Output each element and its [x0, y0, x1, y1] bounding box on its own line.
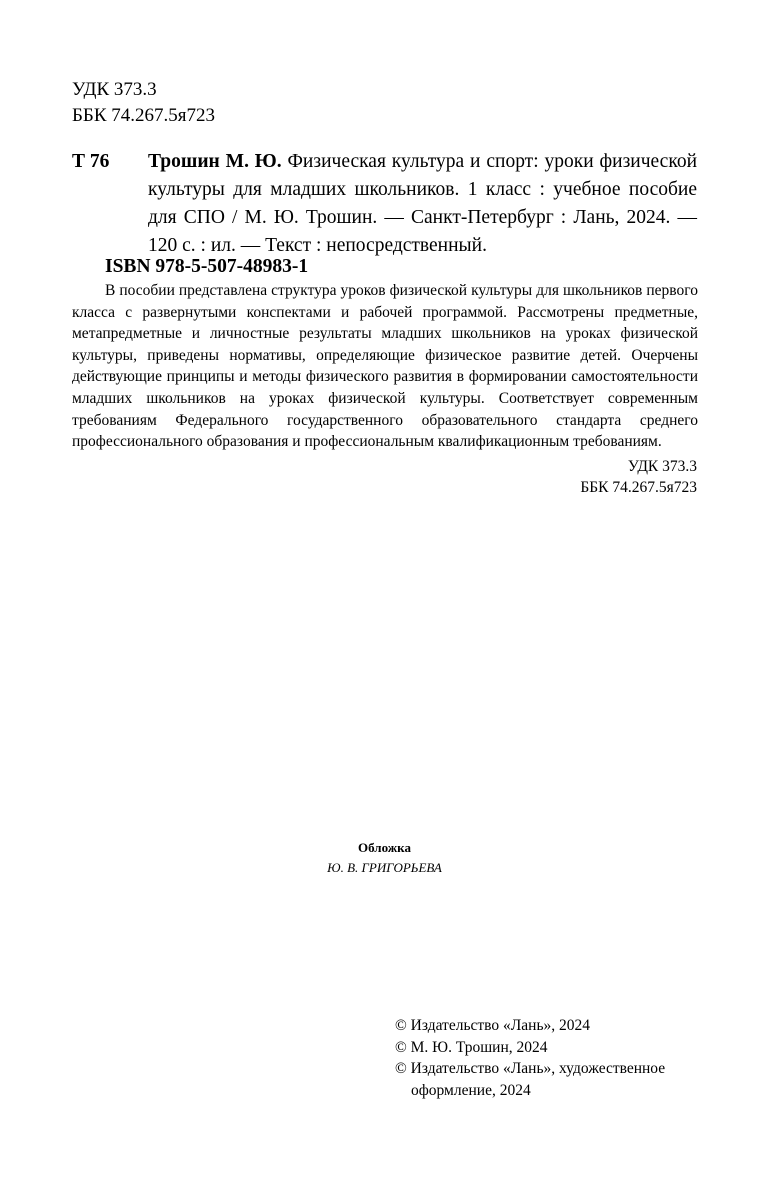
bibliographic-entry [148, 148, 697, 260]
copyright-notices [395, 1015, 705, 1101]
isbn: ISBN 978-5-507-48983-1 [105, 256, 309, 277]
bbk-code: ББК 74.267.5я723 [72, 105, 215, 126]
cover-label: Обложка [358, 840, 411, 855]
bibliographic-description: Физическая культура и спорт: уроки физической культуры для младших школьников. 1 класс : учебное пособие для СПО / М. Ю. Трошин. — Санкт-Петербург : Лань, 2024. — 120 с. : ил. — Текст : непосредственный. [148, 151, 698, 256]
author-name: Трошин М. Ю. [148, 151, 282, 172]
cover-credit [0, 838, 769, 878]
copyright-line: © Издательство «Лань», 2024 [395, 1017, 591, 1034]
bibliographic-record [72, 148, 697, 260]
bbk-code-bottom: ББК 74.267.5я723 [580, 479, 697, 496]
copyright-line: © Издательство «Лань», художественное оформление, 2024 [395, 1060, 666, 1099]
classification-footer [580, 456, 697, 498]
copyright-line: © М. Ю. Трошин, 2024 [395, 1038, 548, 1056]
cover-designer: Ю. В. ГРИГОРЬЕВА [327, 860, 442, 875]
classification-header [72, 77, 215, 129]
udk-code-bottom: УДК 373.3 [627, 458, 697, 475]
udk-code: УДК 373.3 [72, 79, 157, 100]
annotation: В пособии представлена структура уроков физической культуры для школьников первого класса с развернутыми конспектами и рабочей программой. Рассмотрены предметные, метапредметные и личностные результаты младших школьников на уроках физической культуры, приведены нормативы, определяющие физическое развитие детей. Очерчены действующие принципы и методы физического развития в формировании самостоятельности младших школьников на уроках физической культуры. Соответствует современным требованиям Федерального государственного образовательного стандарта среднего профессионального образования и профессиональным квалификационным требованиям. [72, 282, 698, 451]
author-code: Т 76 [72, 151, 110, 172]
